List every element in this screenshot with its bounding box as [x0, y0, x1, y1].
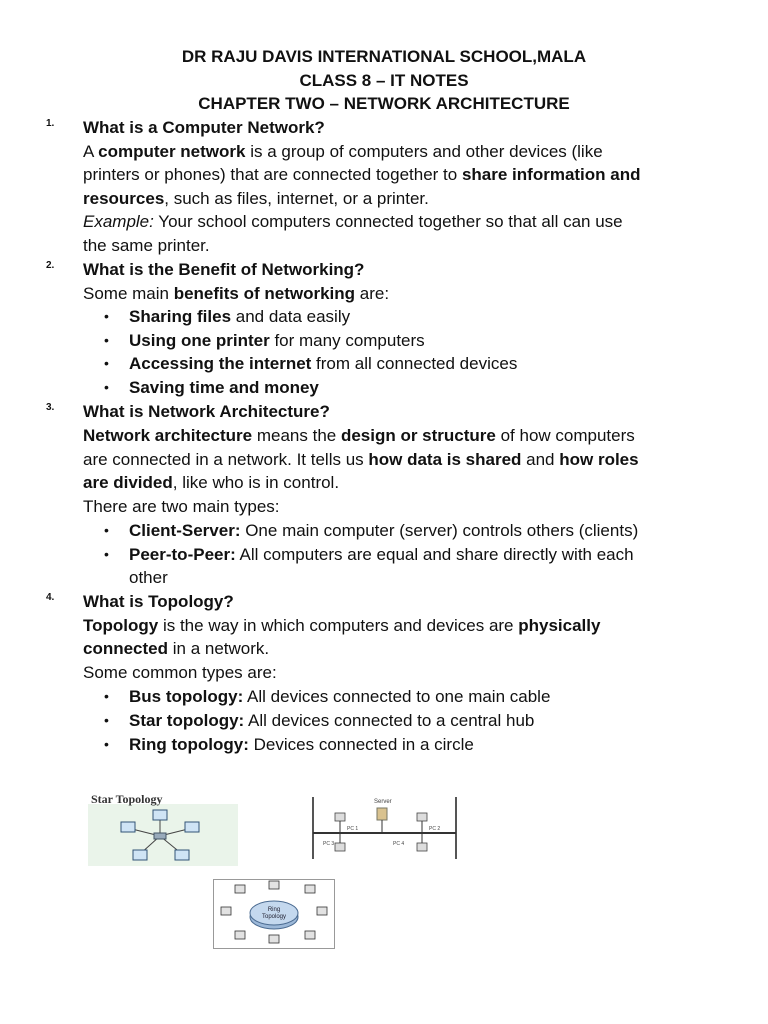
question-4-title: What is Topology? [83, 592, 234, 611]
q2-bullet-4: Saving time and money [129, 378, 319, 397]
q3-line-2: are connected in a network. It tells us how data is shared and how roles [83, 450, 639, 469]
q2-bullet-3: Accessing the internet from all connected devices [129, 354, 518, 373]
q3-bullet-2: Peer-to-Peer: All computers are equal and share directly with each [129, 545, 634, 564]
bus-topology-figure [311, 795, 459, 861]
bullet: • [104, 688, 109, 704]
q2-intro: Some main benefits of networking are: [83, 284, 390, 303]
question-number-4: 4. [46, 592, 55, 603]
q3-line-3: are divided, like who is in control. [83, 473, 340, 492]
q2-bullet-2: Using one printer for many computers [129, 331, 425, 350]
bullet: • [104, 308, 109, 324]
q1-line-2: printers or phones) that are connected together to share information and [83, 165, 641, 184]
class-title: CLASS 8 – IT NOTES [299, 71, 469, 90]
q4-line-2: connected in a network. [83, 639, 270, 658]
bus-topology-diagram [311, 795, 459, 861]
star-topology-title: Star Topology [91, 792, 163, 806]
q3-line-1: Network architecture means the design or structure of how computers [83, 426, 635, 445]
question-1-title: What is a Computer Network? [83, 118, 325, 137]
svg-text:Server: Server [374, 799, 392, 805]
q4-bullet-2: Star topology: All devices connected to a central hub [129, 711, 535, 730]
svg-text:Ring: Ring [267, 907, 281, 913]
bullet: • [104, 712, 109, 728]
bullet: • [104, 355, 109, 371]
bullet: • [104, 522, 109, 538]
server-icon [377, 808, 387, 820]
ring-topology-diagram [213, 879, 335, 949]
svg-text:PC 1: PC 1 [347, 826, 359, 832]
question-number-2: 2. [46, 260, 55, 271]
q1-line-1: A computer network is a group of computers and other devices (like [83, 142, 603, 161]
q3-line-4: There are two main types: [83, 497, 280, 516]
chapter-title: CHAPTER TWO – NETWORK ARCHITECTURE [198, 94, 570, 113]
bullet: • [104, 546, 109, 562]
q3-bullet-1: Client-Server: One main computer (server) controls others (clients) [129, 521, 639, 540]
question-2-title: What is the Benefit of Networking? [83, 260, 365, 279]
q3-bullet-2-cont: other [129, 568, 168, 587]
bullet: • [104, 332, 109, 348]
q1-line-3: resources, such as files, internet, or a printer. [83, 189, 429, 208]
bullet: • [104, 379, 109, 395]
q4-line-3: Some common types are: [83, 663, 277, 682]
question-number-3: 3. [46, 402, 55, 413]
question-number-1: 1. [46, 118, 55, 129]
bullet: • [104, 736, 109, 752]
q4-bullet-3: Ring topology: Devices connected in a circle [129, 735, 474, 754]
star-topology-diagram [88, 790, 238, 866]
q2-bullet-1: Sharing files and data easily [129, 307, 351, 326]
svg-text:PC 3: PC 3 [323, 841, 335, 847]
star-topology-figure [88, 790, 238, 866]
q4-line-1: Topology is the way in which computers and devices are physically [83, 616, 601, 635]
svg-text:PC 2: PC 2 [429, 826, 441, 832]
svg-text:Topology: Topology [261, 914, 287, 920]
ring-topology-figure [213, 879, 335, 949]
q1-line-5: the same printer. [83, 236, 210, 255]
hub-icon [154, 833, 166, 839]
svg-text:PC 4: PC 4 [393, 841, 405, 847]
q1-line-4: Example: Your school computers connected together so that all can use [83, 212, 623, 231]
question-3-title: What is Network Architecture? [83, 402, 330, 421]
q4-bullet-1: Bus topology: All devices connected to one main cable [129, 687, 551, 706]
school-name: DR RAJU DAVIS INTERNATIONAL SCHOOL,MALA [181, 47, 587, 66]
